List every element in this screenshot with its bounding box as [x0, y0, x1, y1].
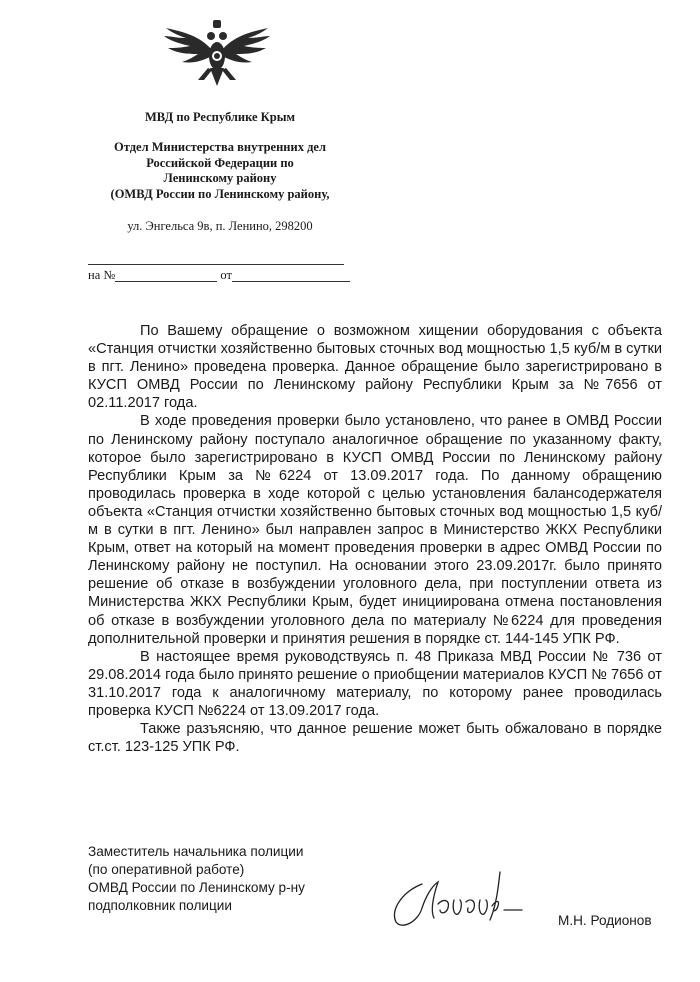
handwritten-signature-icon: [382, 870, 542, 932]
dept-line: Российской Федерации по: [146, 155, 294, 170]
ot-label: от: [220, 268, 232, 282]
dept-line: Ленинскому району: [163, 171, 277, 185]
outgoing-number-line: [88, 250, 344, 265]
department-block: [70, 140, 370, 202]
signatory-title-block: [88, 843, 305, 915]
incoming-reference-line: [88, 268, 350, 282]
eagle-emblem-icon: [162, 6, 272, 98]
paragraph: Также разъясняю, что данное решение может быть обжаловано в порядке ст.ст. 123-125 УПК РФ.: [88, 721, 662, 756]
signatory-title-line: Заместитель начальника полиции: [88, 844, 304, 859]
signer-name: М.Н. Родионов: [558, 913, 652, 928]
letter-body: [88, 322, 662, 756]
dept-line: Отдел Министерства внутренних дел: [114, 140, 326, 154]
address: ул. Энгельса 9в, п. Ленино, 298200: [127, 219, 313, 233]
paragraph: В настоящее время руководствуясь п. 48 Приказа МВД России № 736 от 29.08.2014 года было принято решение о приобщении материалов КУСП № 7656 от 31.10.2017 года к аналогичному материалу, по которому ранее проводилась проверка КУСП №6224 от 13.09.2017 года.: [88, 648, 662, 719]
paragraph: По Вашему обращение о возможном хищении оборудования с объекта «Станция отчистки хозяйственно бытовых сточных вод мощностью 1,5 куб/м в сутки в пгт. Ленино» проведена проверка. Данное обращение было зарегистрировано в КУСП ОМВД России по Ленинскому району Республики Крым за №7656 от 02.11.2017 года.: [88, 323, 662, 412]
dept-line: (ОМВД России по Ленинскому району,: [110, 186, 330, 201]
signatory-title-line: подполковник полиции: [88, 898, 232, 913]
number-blank: [115, 269, 217, 282]
date-blank: [232, 269, 350, 282]
org-name: МВД по Республике Крым: [145, 110, 295, 124]
signatory-title-line: (по оперативной работе): [88, 862, 245, 877]
paragraph: В ходе проведения проверки было установлено, что ранее в ОМВД России по Ленинскому району поступало аналогичное обращение по указанному факту, которое было зарегистрировано в КУСП ОМВД России по Ленинскому району Республики Крым за №6224 от 13.09.2017 года. По данному обращению проводилась проверка в ходе которой с целью установления балансодержателя объекта «Станция отчистки хозяйственно бытовых сточных вод мощностью 1,5 куб/м в сутки в пгт. Ленино» был направлен запрос в Министерство ЖКХ Республики Крым, ответ на который на момент проведения проверки в адрес ОМВД России по Ленинскому району не поступил. На основании этого 23.09.2017г. было принято решение об отказе в возбуждении уголовного дела, при поступлении ответа из Министерства ЖКХ Республики Крым, будет инициирована отмена постановления об отказе в возбуждении уголовного дела по материалу №6224 для проведения дополнительной проверки и принятия решения в порядке ст. 144-145 УПК РФ.: [88, 413, 662, 647]
signatory-title-line: ОМВД России по Ленинскому р-ну: [88, 880, 305, 895]
na-label: на №: [88, 268, 116, 282]
